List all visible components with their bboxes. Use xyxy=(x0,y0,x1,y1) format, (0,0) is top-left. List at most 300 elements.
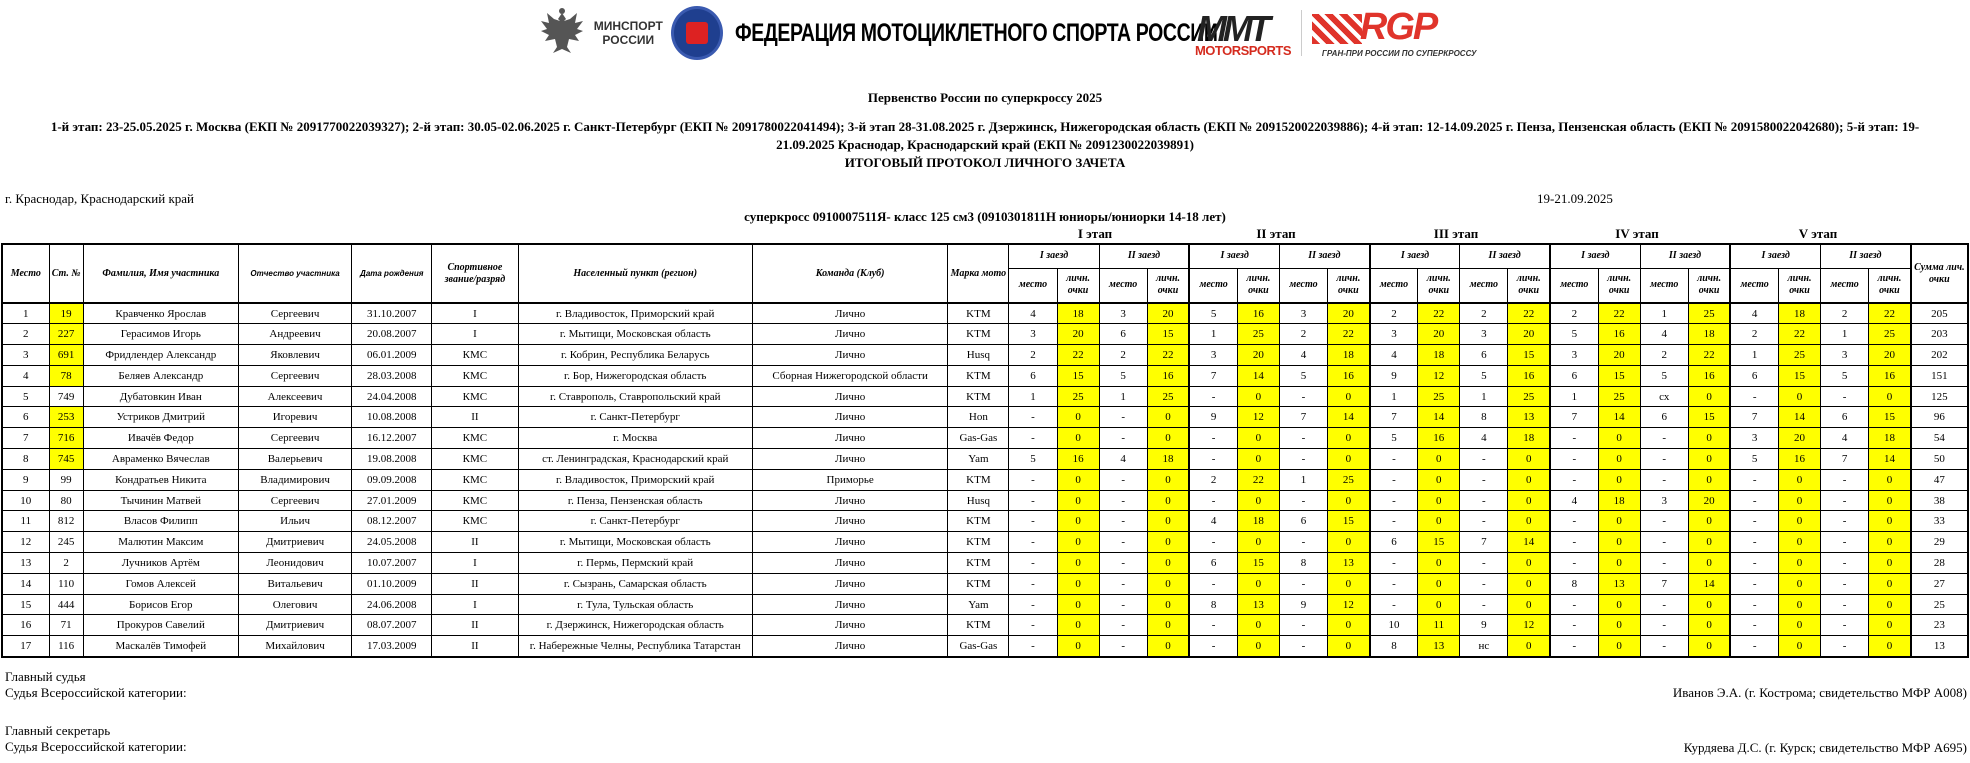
results-table xyxy=(1,243,1969,658)
heat-points-cell: 0 xyxy=(1237,386,1279,407)
rank-cell: II xyxy=(432,615,518,636)
heat-place-cell: - xyxy=(1821,511,1869,532)
heat-place-cell: - xyxy=(1730,532,1778,553)
col-heat-points: личн. очки xyxy=(1598,268,1640,303)
heat-points-cell: 25 xyxy=(1688,303,1730,324)
heat-place-cell: - xyxy=(1009,553,1057,574)
heat-place-cell: - xyxy=(1460,511,1508,532)
heat-place-cell: 4 xyxy=(1821,428,1869,449)
heat-points-cell: 0 xyxy=(1418,573,1460,594)
total-cell: 33 xyxy=(1911,511,1968,532)
table-row xyxy=(2,615,1968,636)
heat-points-cell: 20 xyxy=(1869,345,1911,366)
heat-place-cell: - xyxy=(1550,469,1598,490)
heat-place-cell: 5 xyxy=(1009,449,1057,470)
heat-points-cell: 0 xyxy=(1869,386,1911,407)
heat-points-cell: 15 xyxy=(1688,407,1730,428)
table-row xyxy=(2,303,1968,324)
patronymic-cell: Дмитриевич xyxy=(238,532,351,553)
heat-points-cell: 0 xyxy=(1598,511,1640,532)
rank-cell: КМС xyxy=(432,365,518,386)
rank-cell: I xyxy=(432,594,518,615)
heat-points-cell: 0 xyxy=(1688,386,1730,407)
total-cell: 203 xyxy=(1911,324,1968,345)
heat-points-cell: 0 xyxy=(1237,490,1279,511)
col-heat-points: личн. очки xyxy=(1869,268,1911,303)
col-rank: Спортивное звание/разряд xyxy=(432,244,518,303)
team-cell: Лично xyxy=(752,449,947,470)
table-row xyxy=(2,449,1968,470)
heat-place-cell: - xyxy=(1821,469,1869,490)
heat-points-cell: 0 xyxy=(1869,553,1911,574)
table-row xyxy=(2,324,1968,345)
total-cell: 47 xyxy=(1911,469,1968,490)
total-cell: 25 xyxy=(1911,594,1968,615)
heat-place-cell: 3 xyxy=(1640,490,1688,511)
mmt-motorsports-logo xyxy=(1195,6,1291,60)
heat-points-cell: 0 xyxy=(1508,573,1550,594)
heat-place-cell: - xyxy=(1099,636,1147,657)
col-s4-heat2: II заезд xyxy=(1640,244,1730,268)
heat-place-cell: - xyxy=(1730,490,1778,511)
heat-points-cell: 0 xyxy=(1057,615,1099,636)
rank-cell: КМС xyxy=(432,469,518,490)
heat-place-cell: 3 xyxy=(1279,303,1327,324)
heat-points-cell: 0 xyxy=(1778,469,1820,490)
rank-cell: КМС xyxy=(432,345,518,366)
heat-place-cell: 2 xyxy=(1640,345,1688,366)
heat-points-cell: 0 xyxy=(1688,469,1730,490)
patronymic-cell: Яковлевич xyxy=(238,345,351,366)
col-heat-place: место xyxy=(1460,268,1508,303)
heat-points-cell: 0 xyxy=(1147,615,1189,636)
bike-cell: Yam xyxy=(948,449,1009,470)
heat-place-cell: - xyxy=(1821,386,1869,407)
team-cell: Лично xyxy=(752,324,947,345)
col-heat-place: место xyxy=(1821,268,1869,303)
heat-points-cell: 12 xyxy=(1237,407,1279,428)
table-row xyxy=(2,365,1968,386)
heat-place-cell: - xyxy=(1009,615,1057,636)
patronymic-cell: Игоревич xyxy=(238,407,351,428)
heat-points-cell: 0 xyxy=(1688,449,1730,470)
heat-points-cell: 13 xyxy=(1328,553,1370,574)
table-row xyxy=(2,386,1968,407)
event-location: г. Краснодар, Краснодарский край xyxy=(5,191,195,206)
rank-cell: КМС xyxy=(432,386,518,407)
heat-points-cell: 16 xyxy=(1869,365,1911,386)
heat-points-cell: 0 xyxy=(1147,553,1189,574)
bike-cell: KTM xyxy=(948,303,1009,324)
heat-place-cell: - xyxy=(1099,573,1147,594)
name-cell: Лучников Артём xyxy=(83,553,238,574)
heat-points-cell: 15 xyxy=(1057,365,1099,386)
heat-place-cell: 7 xyxy=(1370,407,1418,428)
heat-place-cell: - xyxy=(1550,594,1598,615)
col-heat-place: место xyxy=(1099,268,1147,303)
heat-place-cell: нс xyxy=(1460,636,1508,657)
heat-place-cell: 4 xyxy=(1370,345,1418,366)
heat-place-cell: 8 xyxy=(1550,573,1598,594)
name-cell: Дубатовкин Иван xyxy=(83,386,238,407)
heat-points-cell: 0 xyxy=(1237,573,1279,594)
heat-place-cell: 5 xyxy=(1460,365,1508,386)
birth-date-cell: 20.08.2007 xyxy=(352,324,432,345)
team-cell: Лично xyxy=(752,386,947,407)
team-cell: Лично xyxy=(752,303,947,324)
heat-points-cell: 22 xyxy=(1869,303,1911,324)
heat-place-cell: - xyxy=(1640,532,1688,553)
heat-points-cell: 0 xyxy=(1147,469,1189,490)
table-row xyxy=(2,636,1968,657)
heat-points-cell: 14 xyxy=(1778,407,1820,428)
heat-points-cell: 14 xyxy=(1688,573,1730,594)
team-cell: Лично xyxy=(752,532,947,553)
birth-date-cell: 19.08.2008 xyxy=(352,449,432,470)
heat-place-cell: - xyxy=(1550,532,1598,553)
heat-points-cell: 0 xyxy=(1237,615,1279,636)
heat-points-cell: 0 xyxy=(1778,594,1820,615)
rank-cell: II xyxy=(432,636,518,657)
heat-points-cell: 0 xyxy=(1057,573,1099,594)
total-cell: 38 xyxy=(1911,490,1968,511)
col-s3-heat1: I заезд xyxy=(1370,244,1460,268)
col-heat-points: личн. очки xyxy=(1328,268,1370,303)
heat-points-cell: 12 xyxy=(1508,615,1550,636)
header-logos xyxy=(534,6,1504,60)
heat-points-cell: 18 xyxy=(1328,345,1370,366)
heat-place-cell: - xyxy=(1640,615,1688,636)
heat-points-cell: 18 xyxy=(1147,449,1189,470)
col-start-no: Ст. № xyxy=(49,244,83,303)
col-patronymic: Отчество участника xyxy=(238,244,351,303)
heat-points-cell: 0 xyxy=(1057,469,1099,490)
heat-points-cell: 0 xyxy=(1688,615,1730,636)
name-cell: Прокуров Савелий xyxy=(83,615,238,636)
place-cell: 3 xyxy=(2,345,49,366)
team-cell: Лично xyxy=(752,553,947,574)
start-no-cell: 745 xyxy=(49,449,83,470)
heat-points-cell: 0 xyxy=(1328,386,1370,407)
bike-cell: KTM xyxy=(948,553,1009,574)
heat-place-cell: 6 xyxy=(1640,407,1688,428)
birth-date-cell: 24.05.2008 xyxy=(352,532,432,553)
team-cell: Лично xyxy=(752,490,947,511)
heat-points-cell: 0 xyxy=(1418,490,1460,511)
heat-points-cell: 0 xyxy=(1147,407,1189,428)
chief-judge-title: Главный судья xyxy=(5,669,86,684)
bike-cell: Gas-Gas xyxy=(948,636,1009,657)
heat-points-cell: 20 xyxy=(1508,324,1550,345)
birth-date-cell: 24.04.2008 xyxy=(352,386,432,407)
heat-place-cell: 9 xyxy=(1189,407,1237,428)
heat-points-cell: 11 xyxy=(1418,615,1460,636)
heat-place-cell: 3 xyxy=(1099,303,1147,324)
heat-place-cell: - xyxy=(1730,553,1778,574)
heat-place-cell: 5 xyxy=(1370,428,1418,449)
heat-points-cell: 0 xyxy=(1508,594,1550,615)
heat-points-cell: 0 xyxy=(1869,490,1911,511)
total-cell: 96 xyxy=(1911,407,1968,428)
bike-cell: KTM xyxy=(948,532,1009,553)
patronymic-cell: Алексеевич xyxy=(238,386,351,407)
birth-date-cell: 10.08.2008 xyxy=(352,407,432,428)
birth-date-cell: 06.01.2009 xyxy=(352,345,432,366)
heat-place-cell: - xyxy=(1009,469,1057,490)
city-cell: г. Сызрань, Самарская область xyxy=(518,573,752,594)
heat-place-cell: - xyxy=(1099,594,1147,615)
place-cell: 7 xyxy=(2,428,49,449)
col-team: Команда (Клуб) xyxy=(752,244,947,303)
heat-points-cell: 0 xyxy=(1598,615,1640,636)
heat-points-cell: 25 xyxy=(1598,386,1640,407)
team-cell: Лично xyxy=(752,594,947,615)
heat-points-cell: 0 xyxy=(1057,636,1099,657)
heat-place-cell: 1 xyxy=(1821,324,1869,345)
heat-place-cell: 6 xyxy=(1370,532,1418,553)
place-cell: 4 xyxy=(2,365,49,386)
heat-place-cell: 6 xyxy=(1730,365,1778,386)
heat-place-cell: - xyxy=(1821,615,1869,636)
heat-place-cell: - xyxy=(1099,428,1147,449)
rank-cell: I xyxy=(432,324,518,345)
heat-place-cell: - xyxy=(1821,490,1869,511)
heat-place-cell: - xyxy=(1189,615,1237,636)
heat-points-cell: 0 xyxy=(1328,428,1370,449)
heat-place-cell: 4 xyxy=(1189,511,1237,532)
bike-cell: Hon xyxy=(948,407,1009,428)
heat-place-cell: 3 xyxy=(1009,324,1057,345)
heat-place-cell: - xyxy=(1189,386,1237,407)
heat-points-cell: 0 xyxy=(1508,511,1550,532)
heat-points-cell: 0 xyxy=(1418,594,1460,615)
rgp-logo xyxy=(1312,6,1504,60)
start-no-cell: 78 xyxy=(49,365,83,386)
heat-place-cell: - xyxy=(1099,407,1147,428)
col-heat-place: место xyxy=(1370,268,1418,303)
heat-place-cell: - xyxy=(1640,636,1688,657)
heat-place-cell: 7 xyxy=(1640,573,1688,594)
place-cell: 13 xyxy=(2,553,49,574)
heat-points-cell: 0 xyxy=(1328,615,1370,636)
heat-points-cell: 0 xyxy=(1598,636,1640,657)
table-row xyxy=(2,573,1968,594)
heat-place-cell: 6 xyxy=(1279,511,1327,532)
place-cell: 12 xyxy=(2,532,49,553)
heat-place-cell: - xyxy=(1640,428,1688,449)
stage-labels xyxy=(0,226,1970,242)
name-cell: Маскалёв Тимофей xyxy=(83,636,238,657)
heat-points-cell: 16 xyxy=(1598,324,1640,345)
patronymic-cell: Витальевич xyxy=(238,573,351,594)
team-cell: Лично xyxy=(752,636,947,657)
heat-place-cell: 1 xyxy=(1370,386,1418,407)
heat-place-cell: - xyxy=(1370,490,1418,511)
heat-place-cell: - xyxy=(1099,469,1147,490)
name-cell: Гомов Алексей xyxy=(83,573,238,594)
place-cell: 10 xyxy=(2,490,49,511)
heat-points-cell: 0 xyxy=(1869,615,1911,636)
heat-points-cell: 14 xyxy=(1598,407,1640,428)
col-name: Фамилия, Имя участника xyxy=(83,244,238,303)
rank-cell: II xyxy=(432,407,518,428)
city-cell: г. Пенза, Пензенская область xyxy=(518,490,752,511)
heat-place-cell: - xyxy=(1189,449,1237,470)
heat-place-cell: - xyxy=(1460,490,1508,511)
heat-points-cell: 18 xyxy=(1598,490,1640,511)
birth-date-cell: 24.06.2008 xyxy=(352,594,432,615)
heat-place-cell: 4 xyxy=(1009,303,1057,324)
name-cell: Авраменко Вячеслав xyxy=(83,449,238,470)
heat-points-cell: 0 xyxy=(1778,532,1820,553)
heat-place-cell: 4 xyxy=(1550,490,1598,511)
col-heat-points: личн. очки xyxy=(1778,268,1820,303)
heat-place-cell: - xyxy=(1550,511,1598,532)
heat-points-cell: 0 xyxy=(1778,553,1820,574)
patronymic-cell: Леонидович xyxy=(238,553,351,574)
heat-points-cell: 18 xyxy=(1237,511,1279,532)
rank-cell: II xyxy=(432,573,518,594)
minsport-line2: РОССИИ xyxy=(602,33,655,47)
heat-points-cell: 0 xyxy=(1598,428,1640,449)
heat-points-cell: 13 xyxy=(1508,407,1550,428)
rank-cell: II xyxy=(432,532,518,553)
heat-points-cell: 0 xyxy=(1328,573,1370,594)
start-no-cell: 749 xyxy=(49,386,83,407)
heat-points-cell: 16 xyxy=(1147,365,1189,386)
heat-place-cell: - xyxy=(1189,532,1237,553)
heat-points-cell: 18 xyxy=(1778,303,1820,324)
heat-points-cell: 16 xyxy=(1237,303,1279,324)
heat-points-cell: 0 xyxy=(1328,449,1370,470)
heat-points-cell: 14 xyxy=(1418,407,1460,428)
col-s5-heat2: II заезд xyxy=(1821,244,1911,268)
heat-place-cell: - xyxy=(1640,594,1688,615)
heat-points-cell: 22 xyxy=(1778,324,1820,345)
heat-points-cell: 20 xyxy=(1688,490,1730,511)
heat-points-cell: 0 xyxy=(1057,428,1099,449)
total-cell: 205 xyxy=(1911,303,1968,324)
heat-place-cell: 9 xyxy=(1460,615,1508,636)
heat-place-cell: - xyxy=(1189,490,1237,511)
heat-points-cell: 0 xyxy=(1598,532,1640,553)
heat-points-cell: 20 xyxy=(1778,428,1820,449)
place-cell: 14 xyxy=(2,573,49,594)
federation-title: ФЕДЕРАЦИЯ МОТОЦИКЛЕТНОГО СПОРТА РОССИИ xyxy=(734,18,1218,47)
table-row xyxy=(2,469,1968,490)
heat-place-cell: - xyxy=(1550,449,1598,470)
col-heat-points: личн. очки xyxy=(1508,268,1550,303)
heat-points-cell: 25 xyxy=(1869,324,1911,345)
chief-secretary-block xyxy=(5,723,187,755)
heat-points-cell: 25 xyxy=(1778,345,1820,366)
heat-place-cell: - xyxy=(1279,490,1327,511)
name-cell: Фридлендер Александр xyxy=(83,345,238,366)
col-bike: Марка мото xyxy=(948,244,1009,303)
heat-points-cell: 25 xyxy=(1418,386,1460,407)
team-cell: Лично xyxy=(752,615,947,636)
col-heat-place: место xyxy=(1550,268,1598,303)
heat-place-cell: 9 xyxy=(1279,594,1327,615)
heat-points-cell: 13 xyxy=(1418,636,1460,657)
heat-points-cell: 0 xyxy=(1057,594,1099,615)
col-heat-points: личн. очки xyxy=(1147,268,1189,303)
heat-place-cell: 5 xyxy=(1640,365,1688,386)
city-cell: г. Санкт-Петербург xyxy=(518,407,752,428)
heat-place-cell: 6 xyxy=(1009,365,1057,386)
heat-points-cell: 0 xyxy=(1778,636,1820,657)
heat-points-cell: 0 xyxy=(1869,636,1911,657)
heat-points-cell: 18 xyxy=(1508,428,1550,449)
bike-cell: Husq xyxy=(948,490,1009,511)
heat-place-cell: - xyxy=(1730,636,1778,657)
heat-points-cell: 20 xyxy=(1418,324,1460,345)
heat-place-cell: 6 xyxy=(1099,324,1147,345)
heat-points-cell: 22 xyxy=(1418,303,1460,324)
place-cell: 16 xyxy=(2,615,49,636)
patronymic-cell: Владимирович xyxy=(238,469,351,490)
heat-points-cell: 0 xyxy=(1778,615,1820,636)
heat-points-cell: 14 xyxy=(1508,532,1550,553)
heat-place-cell: - xyxy=(1821,532,1869,553)
team-cell: Лично xyxy=(752,511,947,532)
heat-place-cell: 3 xyxy=(1821,345,1869,366)
heat-points-cell: 0 xyxy=(1869,594,1911,615)
heat-points-cell: 0 xyxy=(1688,636,1730,657)
name-cell: Малютин Максим xyxy=(83,532,238,553)
heat-points-cell: 0 xyxy=(1057,553,1099,574)
total-cell: 50 xyxy=(1911,449,1968,470)
heat-points-cell: 0 xyxy=(1778,386,1820,407)
heat-place-cell: - xyxy=(1370,553,1418,574)
heat-place-cell: - xyxy=(1821,553,1869,574)
heat-points-cell: 14 xyxy=(1869,449,1911,470)
rank-cell: I xyxy=(432,303,518,324)
heat-points-cell: 0 xyxy=(1147,636,1189,657)
heat-place-cell: - xyxy=(1460,449,1508,470)
col-s4-heat1: I заезд xyxy=(1550,244,1640,268)
heat-place-cell: 7 xyxy=(1550,407,1598,428)
start-no-cell: 71 xyxy=(49,615,83,636)
heat-points-cell: 15 xyxy=(1418,532,1460,553)
heat-points-cell: 0 xyxy=(1057,532,1099,553)
name-cell: Ивачёв Федор xyxy=(83,428,238,449)
total-cell: 125 xyxy=(1911,386,1968,407)
heat-place-cell: 4 xyxy=(1730,303,1778,324)
heat-points-cell: 18 xyxy=(1418,345,1460,366)
chief-judge-category: Судья Всероссийской категории: xyxy=(5,685,187,700)
col-heat-points: личн. очки xyxy=(1688,268,1730,303)
table-row xyxy=(2,594,1968,615)
heat-points-cell: 0 xyxy=(1328,532,1370,553)
heat-place-cell: - xyxy=(1099,553,1147,574)
heat-place-cell: 5 xyxy=(1821,365,1869,386)
heat-points-cell: 0 xyxy=(1598,594,1640,615)
class-description: суперкросс 0910007511Я- класс 125 см3 (0910301811Н юниоры/юниорки 14-18 лет) xyxy=(744,209,1226,224)
heat-place-cell: - xyxy=(1099,532,1147,553)
heat-points-cell: 0 xyxy=(1147,573,1189,594)
heat-place-cell: - xyxy=(1099,490,1147,511)
heat-points-cell: 0 xyxy=(1237,449,1279,470)
place-cell: 2 xyxy=(2,324,49,345)
heat-place-cell: - xyxy=(1370,469,1418,490)
heat-points-cell: 0 xyxy=(1508,469,1550,490)
heat-place-cell: 1 xyxy=(1550,386,1598,407)
heat-place-cell: - xyxy=(1550,636,1598,657)
heat-place-cell: - xyxy=(1099,511,1147,532)
name-cell: Власов Филипп xyxy=(83,511,238,532)
col-total: Сумма лич. очки xyxy=(1911,244,1968,303)
